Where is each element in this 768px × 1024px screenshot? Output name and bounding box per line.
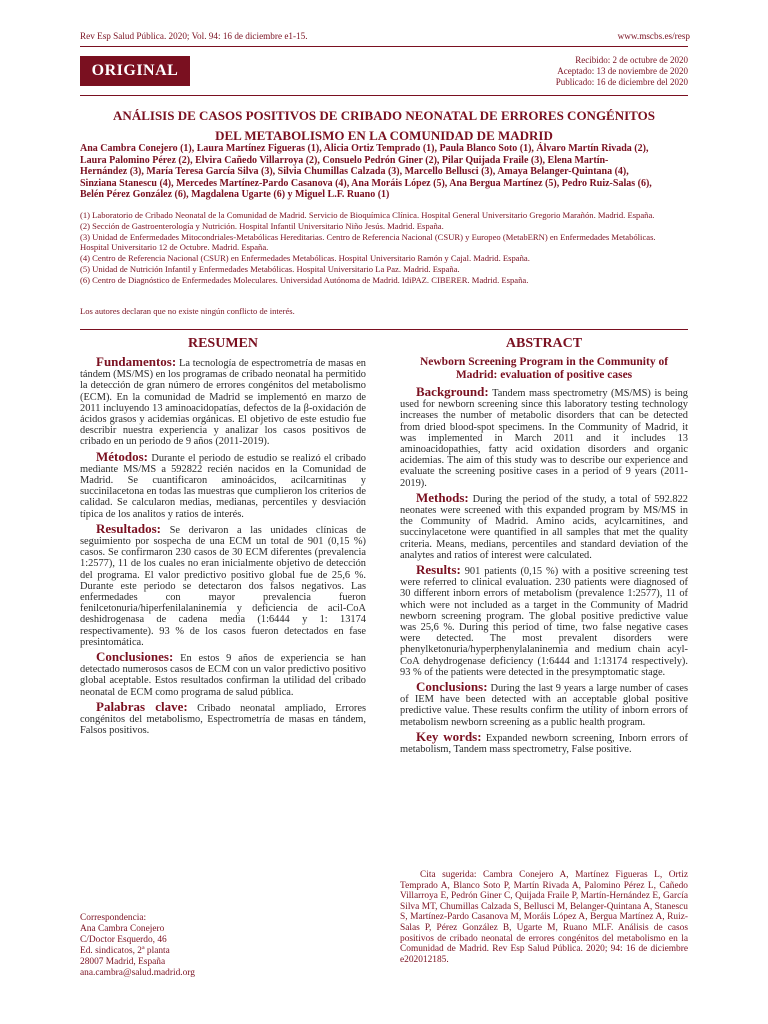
section-text: La tecnología de espectrometría de masas en tándem (MS/MS) en los programas de cribado neonatal ha permitido la detección de gran número de errores congénitos del metabolismo (ECM). En la comunidad de Madrid se implementó en marzo de 2011 incluyendo 13 aminoacidopatías, defectos de la β-oxidación de ácidos grasos y acidemias orgánicas. El objetivo de este estudio fue describir nuestra experiencia y analizar los casos positivos de cribado en un periodo de 9 años (2011-2019).	[80, 358, 366, 448]
resumen-section	[80, 448, 366, 520]
abstract-section	[400, 489, 688, 561]
article-title	[80, 106, 688, 146]
resumen-section	[80, 520, 366, 648]
section-label: Métodos:	[96, 448, 148, 464]
resumen-column	[80, 336, 366, 740]
abstract-heading: ABSTRACT	[505, 336, 583, 351]
resumen-section	[80, 698, 367, 737]
section-label: Results:	[416, 562, 461, 578]
abstract-section	[400, 564, 688, 678]
correspondence-block	[80, 913, 195, 979]
resumen-heading: RESUMEN	[187, 336, 258, 351]
accepted-date: Aceptado: 13 de noviembre de 2020	[557, 66, 688, 76]
conflict-statement: Los autores declaran que no existe ningún conflicto de interés.	[80, 306, 295, 316]
affiliation-item: (4) Centro de Referencia Nacional (CSUR) en Enfermedades Metabólicas. Hospital Universitario Ramón y Cajal. Madrid. España.	[80, 253, 530, 264]
affiliation-item: (5) Unidad de Nutrición Infantil y Enfermedades Metabólicas. Hospital Universitario La Paz. Madrid. España.	[80, 263, 460, 274]
abstract-section	[400, 728, 688, 756]
abstract-section	[400, 386, 688, 489]
section-text: 901 patients (0,15 %) with a positive screening test were referred to clinical evaluation. 230 patients were diagnosed of 30 different inborn errors of metabolism (prevalence 1:2577), 11 of which were not included as a target in the Community of Madrid newborn screening program. The global positive predictive value was 25,6 %. During this period of time, two false negative cases were detected. The most prevalent disorders were phenylketonuria/hyperphenylalaninemia and medium chain acyl-CoA dehydrogenase deficiency (1:6444 and 1:13174 respectively). 93 % of the patients were detected in the presymptomatic stage.	[400, 566, 688, 678]
abstract-section	[400, 681, 688, 728]
title-line-2: DEL METABOLISMO EN LA COMUNIDAD DE MADRID	[215, 128, 553, 143]
article-type-badge: ORIGINAL	[80, 56, 190, 86]
section-text: Tandem mass spectrometry (MS/MS) is being used for newborn screening since this laboratory testing technology increases the number of metabolic disorders that can be detected from dried blood-spot specimens. In the Community of Madrid, it was implemented in March 2011 and it includes 13 aminoacidopathies, fatty acid oxidation disorders and organic acidemias. The aim of this study was to describe our experience and evaluate the screening positive cases in a period of 9 years (2011-2019).	[400, 388, 688, 489]
correspondence-address: 28007 Madrid, España	[80, 957, 166, 967]
suggested-citation: Cita sugerida: Cambra Conejero A, Martínez Figueras L, Ortiz Temprado A, Blanco Soto P, Martín Rivada A, Palomino Pérez L, Cañedo Villarroya E, Pedrón Giner C, Quijada Fraile P, Martín-Hernández E, García Silva MT, Chumillas Calzada S, Bellusci M, Belanger-Quintana A, Stanescu S, Martínez-Pardo Casanova M, Moráis López A, Bergua Martínez A, Ruiz-Salas P, Pérez González B, Ugarte M, Ruano MLF. Análisis de casos positivos de cribado neonatal de errores congénitos del metabolismo en la Comunidad de Madrid. Rev Esp Salud Pública. 2020; 94: 16 de diciembre e202012185.	[400, 870, 688, 965]
section-label: Key words:	[416, 728, 482, 744]
section-label: Resultados:	[96, 520, 162, 536]
correspondence-name: Ana Cambra Conejero	[80, 924, 165, 934]
section-label: Fundamentos:	[96, 354, 177, 369]
section-text: During the last 9 years a large number of cases of IEM have been detected with an acceptable global positive predictive value. These results confirm the utility of inborn errors of metabolism newborn screening as a public health program.	[400, 683, 688, 728]
affiliation-item: (1) Laboratorio de Cribado Neonatal de la Comunidad de Madrid. Servicio de Bioquímica Clínica. Hospital General Universitario Gregorio Marañón. Madrid. España.	[80, 210, 655, 220]
abstract-divider	[80, 329, 688, 330]
section-label: Background:	[416, 384, 489, 399]
header-divider	[80, 46, 688, 47]
affiliation-item: (3) Unidad de Enfermedades Mitocondriales-Metabólicas Hereditarias. Centro de Referencia Nacional (CSUR) y Europeo (MetabERN) en Enfermedades Metabólicas. Hospital Universitario 12 de Octubre. Madrid. España.	[80, 231, 656, 253]
correspondence-address: C/Doctor Esquerdo, 46	[80, 935, 167, 945]
section-text: Cribado neonatal ampliado, Errores congénitos del metabolismo, Espectrometría de masas en tándem, Falsos positivos.	[80, 702, 367, 737]
title-line-1: ANÁLISIS DE CASOS POSITIVOS DE CRIBADO NEONATAL DE ERRORES CONGÉNITOS	[113, 108, 655, 123]
section-text: En estos 9 años de experiencia se han detectado numerosos casos de ECM con un valor predictivo positivo global aceptable. Estos resultados confirman la utilidad del cribado neonatal de ECM como programa de salud pública.	[80, 653, 366, 698]
received-date: Recibido: 2 de octubre de 2020	[575, 55, 688, 65]
resumen-section	[80, 356, 366, 448]
correspondence-email[interactable]: ana.cambra@salud.madrid.org	[80, 968, 195, 978]
publication-dates	[556, 55, 688, 88]
section-text: Expanded newborn screening, Inborn errors of metabolism, Tandem mass spectrometry, False positive.	[400, 732, 688, 756]
journal-citation: Rev Esp Salud Pública. 2020; Vol. 94: 16 de diciembre e1-15.	[80, 31, 308, 41]
author-list: Ana Cambra Conejero (1), Laura Martínez Figueras (1), Alicia Ortiz Temprado (1), Paula Blanco Soto (1), Álvaro Martín Rivada (2), Laura Palomino Pérez (2), Elvira Cañedo Villarroya (2), Consuelo Pedrón Giner (2), Pilar Quijada Fraile (3), Elena Martín-Hernández (3), María Teresa García Silva (3), Silvia Chumillas Calzada (3), Marcello Bellusci (3), Amaya Belanger-Quintana (4), Sinziana Stanescu (4), Mercedes Martínez-Pardo Casanova (4), Ana Moráis López (5), Ana Bergua Martínez (5), Pedro Ruiz-Salas (6), Belén Pérez González (6), Magdalena Ugarte (6) y Miguel L.F. Ruano (1)	[80, 143, 652, 201]
affiliations	[80, 210, 680, 286]
section-text: Durante el periodo de estudio se realizó el cribado mediante MS/MS a 592822 recién nacidos en la Comunidad de Madrid. Se cuantificaron aminoácidos, acilcarnitinas y succinilacetona en todas las muestras que cumplieron los criterios de calidad. Se calcularon medias, medianas, percentiles y desviación típica de los analitos y ratios de interés.	[80, 452, 366, 520]
affiliation-item: (6) Centro de Diagnóstico de Enfermedades Moleculares. Universidad Autónoma de Madrid. IdiPAZ. CIBERER. Madrid. España.	[80, 274, 529, 285]
section-text: Se derivaron a las unidades clínicas de seguimiento por sospecha de una ECM un total de 901 (0,15 %) casos. Se confirmaron 230 casos de 30 ECM diferentes (prevalencia 1:2577), 11 de los cuales no eran inicialmente objetivo de detección del programa. El valor predictivo positivo global fue de 25,6 %. Durante este periodo se detectaron dos falsos negativos. Las enfermedades con mayor prevalencia fueron fenilcetonuria/hiperfenilalaninemia y deficiencia de acil-CoA deshidrogenasa de cadena media (1:6444 y 1: 13174 respectivamente). 93 % de los casos fueron detectados en fase presintomática.	[80, 524, 366, 648]
affiliation-item: (2) Sección de Gastroenterología y Nutrición. Hospital Infantil Universitario Niño Jesús. Madrid. España.	[80, 220, 444, 231]
section-label: Conclusions:	[416, 679, 488, 695]
resumen-section	[80, 651, 366, 698]
correspondence-heading: Correspondencia:	[80, 913, 147, 923]
section-text: During the period of the study, a total of 592.822 neonates were screened with this expanded program by MS/MS in the Community of Madrid. Amino acids, acylcarnitines, and succinylacetone were quantified in all samples that met the quality criteria. Means, medians, percentiles and standard deviation of the analytes and ratios of interest were calculated.	[400, 493, 688, 561]
section-label: Methods:	[416, 489, 469, 505]
section-label: Palabras clave:	[96, 698, 188, 714]
correspondence-address: Ed. sindicatos, 2ª planta	[80, 946, 170, 956]
title-divider	[80, 95, 688, 96]
abstract-column	[400, 336, 688, 758]
journal-url[interactable]: www.mscbs.es/resp	[617, 31, 690, 41]
published-date: Publicado: 16 de diciembre del 2020	[555, 77, 688, 87]
section-label: Conclusiones:	[96, 649, 174, 665]
abstract-english-title: Newborn Screening Program in the Community of Madrid: evaluation of positive cases	[419, 356, 669, 381]
